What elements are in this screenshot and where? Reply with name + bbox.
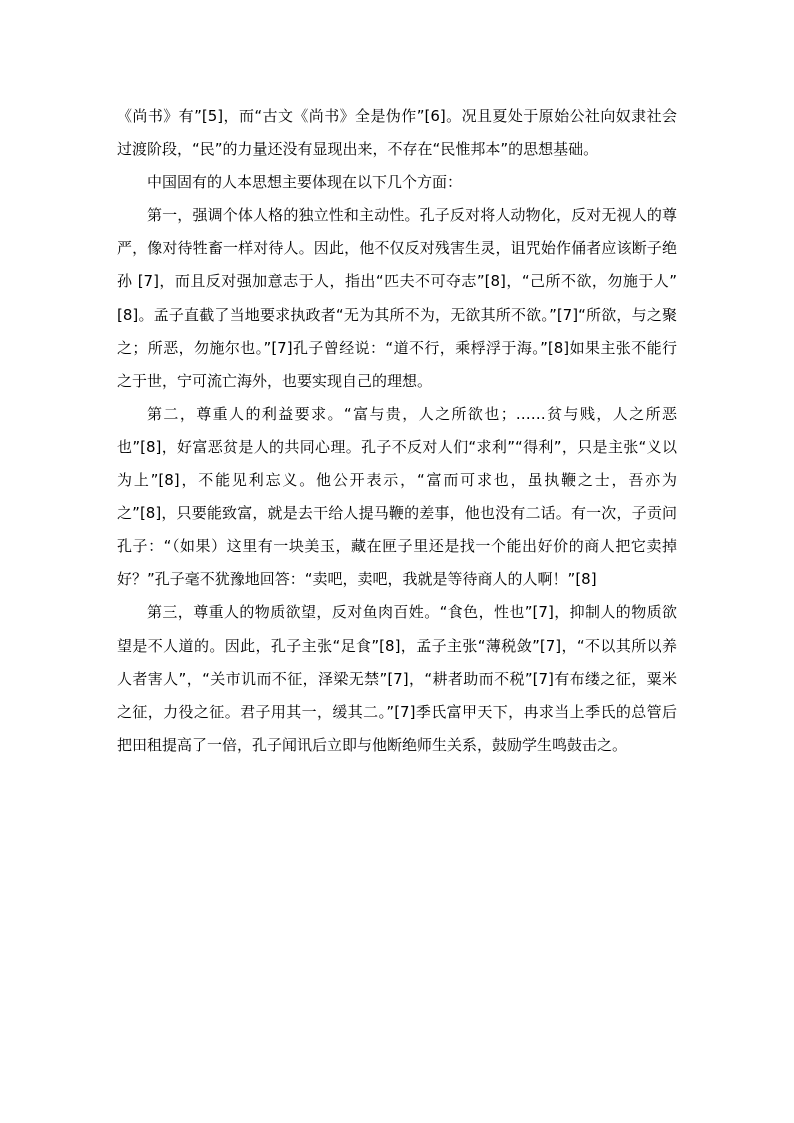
- paragraph-continuation: 《尚书》有”[5]，而“古文《尚书》全是伪作”[6]。况且夏处于原始公社向奴隶社会过渡阶段，“民”的力量还没有显现出来，不存在“民惟邦本”的思想基础。: [117, 107, 677, 159]
- paragraph-first-point: 第一，强调个体人格的独立性和主动性。孔子反对将人动物化，反对无视人的尊严，像对待牲畜一样对待人。因此，他不仅反对残害生灵，诅咒始作俑者应该断子绝孙 [7]，而且反对强加意志于人，指出“匹夫不可夺志”[8]，“己所不欲，勿施于人” [8]。孟子直截了当地要求执政者“无为其所不为，无欲其所不欲。”[7]“所欲，与之聚之；所恶，勿施尔也。”[7]孔子曾经说：“道不行，乘桴浮于海。”[8]如果主张不能行之于世，宁可流亡海外，也要实现自己的理想。: [117, 206, 677, 390]
- paragraph-second-point: 第二，尊重人的利益要求。“富与贵，人之所欲也；……贫与贱，人之所恶也”[8]，好富恶贫是人的共同心理。孔子不反对人们“求利”“得利”，只是主张“义以为上”[8]，不能见利忘义。他公开表示，“富而可求也，虽执鞭之士，吾亦为之”[8]，只要能致富，就是去干给人提马鞭的差事，他也没有二话。有一次，子贡问孔子：“（如果）这里有一块美玉，藏在匣子里还是找一个能出好价的商人把它卖掉好？”孔子毫不犹豫地回答：“卖吧，卖吧，我就是等待商人的人啊！”[8]: [117, 404, 677, 589]
- document-body: [117, 100, 677, 762]
- paragraph-third-point: 第三，尊重人的物质欲望，反对鱼肉百姓。“食色，性也”[7]，抑制人的物质欲望是不人道的。因此，孔子主张“足食”[8]，孟子主张“薄税敛”[7]，“不以其所以养人者害人”，“关市讥而不征，泽梁无禁”[7]，“耕者助而不税”[7]有布缕之征，粟米之征，力役之征。君子用其一，缓其二。”[7]季氏富甲天下，冉求当上季氏的总管后把田租提高了一倍，孔子闻讯后立即与他断绝师生关系，鼓励学生鸣鼓击之。: [117, 603, 677, 754]
- paragraph-intro: 中国固有的人本思想主要体现在以下几个方面：: [147, 173, 463, 192]
